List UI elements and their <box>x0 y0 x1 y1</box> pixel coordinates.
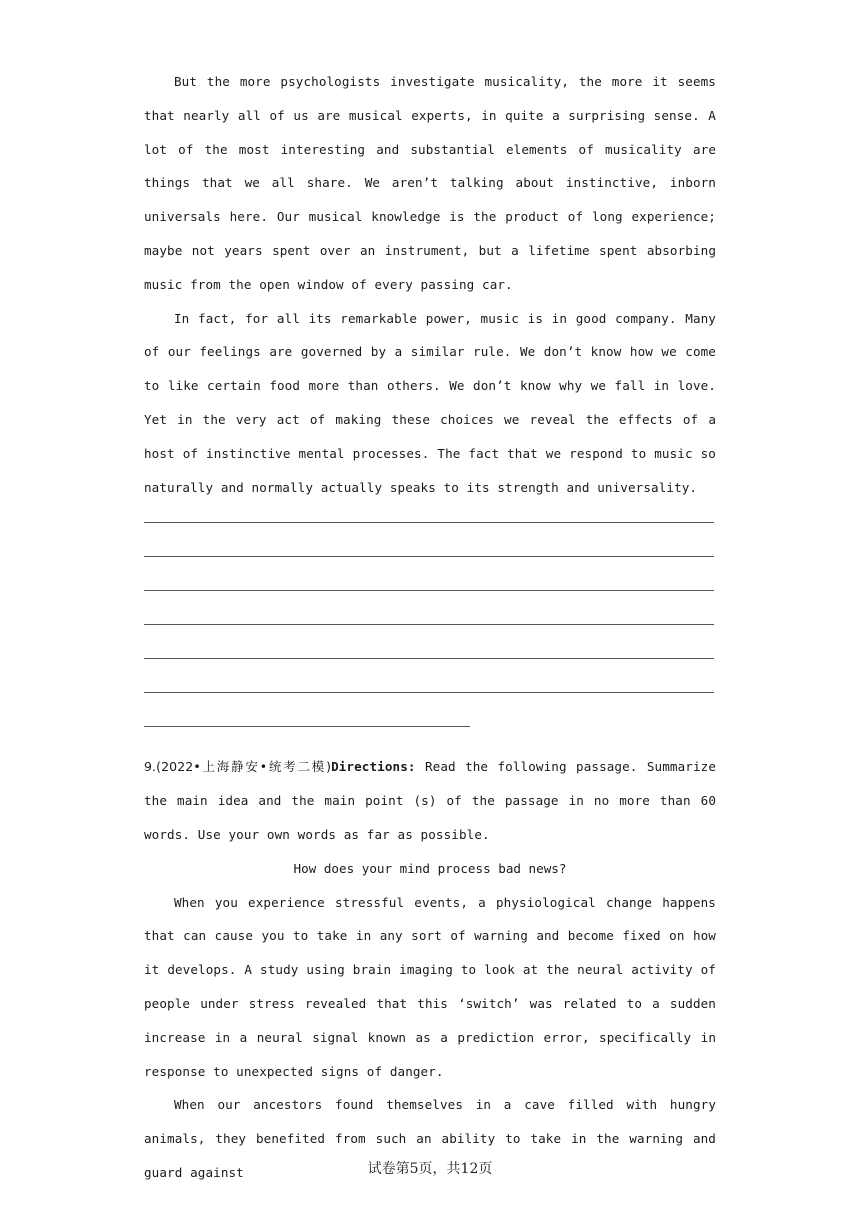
question-9-directions <box>144 750 716 851</box>
answer-line[interactable] <box>144 692 714 693</box>
answer-lines <box>144 522 716 727</box>
passage-paragraph: But the more psychologists investigate musicality, the more it seems that nearly all of us are musical experts, in quite a surprising sense. A lot of the most interesting and substantial elements of musicality are things that we all share. We aren’t talking about instinctive, inborn universals here. Our musical knowledge is the product of long experience; maybe not years spent over an instrument, but a lifetime spent absorbing music from the open window of every passing car. <box>144 74 716 292</box>
answer-line[interactable] <box>144 726 470 727</box>
passage-paragraph: When you experience stressful events, a physiological change happens that can cause you to take in any sort of warning and become fixed on how it develops. A study using brain imaging to look at the neural activity of people under stress revealed that this ‘switch’ was related to a sudden increase in a neural signal known as a prediction error, specifically in response to unexpected signs of danger. <box>144 894 716 1079</box>
passage-title: How does your mind process bad news? <box>293 860 567 876</box>
page-footer: 试卷第5页，共12页 <box>367 1161 493 1177</box>
passage-paragraph: In fact, for all its remarkable power, music is in good company. Many of our feelings are governed by a similar rule. We don’t know how we come to like certain food more than others. We don’t know why we fall in love. Yet in the very act of making these choices we reveal the effects of a host of instinctive mental processes. The fact that we respond to music so naturally and normally actually speaks to its strength and universality. <box>144 310 716 495</box>
passage-paragraph: When our ancestors found themselves in a cave filled with hungry animals, they benefited from such an ability to take in the warning and guard against <box>144 1097 716 1180</box>
directions-text: Read the following passage. Summarize the main idea and the main point (s) of the passage in no more than 60 words. Use your own words as far as possible. <box>144 759 717 842</box>
answer-line[interactable] <box>144 556 714 557</box>
page-content <box>144 65 716 1190</box>
answer-line[interactable] <box>144 590 714 591</box>
directions-label: Directions: <box>331 759 416 775</box>
answer-line[interactable] <box>144 624 714 625</box>
answer-line[interactable] <box>144 658 714 659</box>
question-number: 9.(2022•上海静安•统考二模) <box>144 759 332 775</box>
answer-line[interactable] <box>144 522 714 523</box>
